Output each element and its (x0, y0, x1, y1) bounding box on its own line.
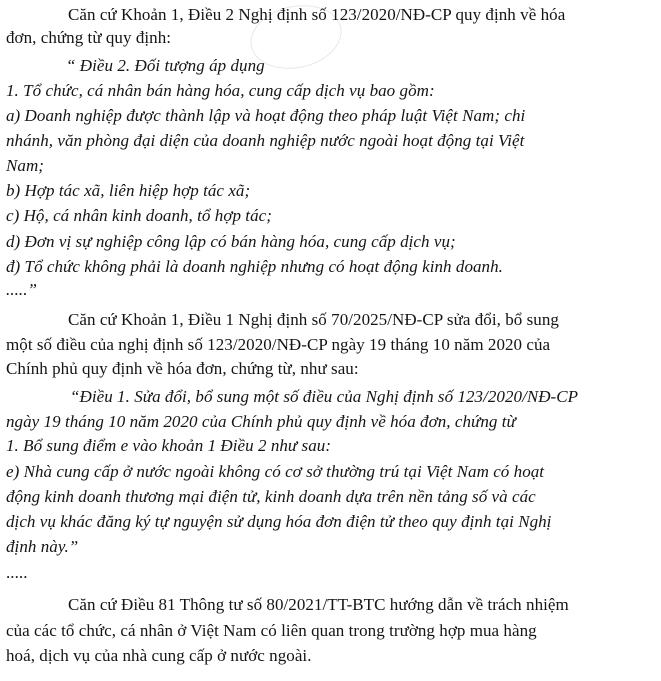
quote-1-line-7: c) Hộ, cá nhân kinh doanh, tổ hợp tác; (6, 206, 272, 225)
quote-1-line-9: đ) Tổ chức không phải là doanh nghiệp nhưng có hoạt động kinh doanh. (6, 257, 503, 276)
quote-1-line-8: d) Đơn vị sự nghiệp công lập có bán hàng hóa, cung cấp dịch vụ; (6, 232, 456, 251)
quote-1-line-4: nhánh, văn phòng đại diện của doanh nghiệp nước ngoài hoạt động tại Việt (6, 131, 525, 150)
quote-2-line-3: 1. Bổ sung điểm e vào khoản 1 Điều 2 như sau: (6, 436, 332, 455)
quote-2-line-2: ngày 19 tháng 10 năm 2020 của Chính phủ quy định về hóa đơn, chứng từ (6, 412, 516, 431)
quote-1-line-10: .....” (6, 280, 38, 299)
quote-2-line-1: “Điều 1. Sửa đổi, bổ sung một số điều của Nghị định số 123/2020/NĐ-CP (70, 387, 579, 406)
quote-2-line-5: động kinh doanh thương mại điện tử, kinh doanh dựa trên nền tảng số và các (6, 487, 536, 506)
quote-2-line-6: dịch vụ khác đăng ký tự nguyện sử dụng hóa đơn điện tử theo quy định tại Nghị (6, 512, 552, 531)
paragraph-2-line-1: Căn cứ Khoản 1, Điều 1 Nghị định số 70/2025/NĐ-CP sửa đổi, bổ sung (68, 310, 559, 329)
paragraph-1-line-1: Căn cứ Khoản 1, Điều 2 Nghị định số 123/2020/NĐ-CP quy định về hóa (68, 5, 566, 24)
quote-2-line-7: định này.” (6, 537, 79, 556)
quote-1-line-2: 1. Tổ chức, cá nhân bán hàng hóa, cung cấp dịch vụ bao gồm: (6, 81, 435, 100)
paragraph-3-line-1: Căn cứ Điều 81 Thông tư số 80/2021/TT-BTC hướng dẫn về trách nhiệm (68, 595, 569, 614)
quote-1-heading: “ Điều 2. Đối tượng áp dụng (66, 56, 265, 75)
quote-1-line-6: b) Hợp tác xã, liên hiệp hợp tác xã; (6, 181, 251, 200)
quote-1-line-3: a) Doanh nghiệp được thành lập và hoạt động theo pháp luật Việt Nam; chi (6, 106, 526, 125)
paragraph-2-line-2: một số điều của nghị định số 123/2020/NĐ-CP ngày 19 tháng 10 năm 2020 của (6, 335, 551, 354)
quote-2-ellipsis: ..... (6, 563, 28, 582)
quote-2-line-4: e) Nhà cung cấp ở nước ngoài không có cơ sở thường trú tại Việt Nam có hoạt (6, 462, 545, 481)
paragraph-1-line-2: đơn, chứng từ quy định: (6, 28, 172, 47)
paragraph-2-line-3: Chính phủ quy định về hóa đơn, chứng từ, như sau: (6, 359, 359, 378)
quote-1-line-5: Nam; (6, 156, 44, 175)
paragraph-3-line-2: của các tổ chức, cá nhân ở Việt Nam có liên quan trong trường hợp mua hàng (6, 621, 537, 640)
paragraph-3-line-3: hoá, dịch vụ của nhà cung cấp ở nước ngoài. (6, 646, 312, 665)
